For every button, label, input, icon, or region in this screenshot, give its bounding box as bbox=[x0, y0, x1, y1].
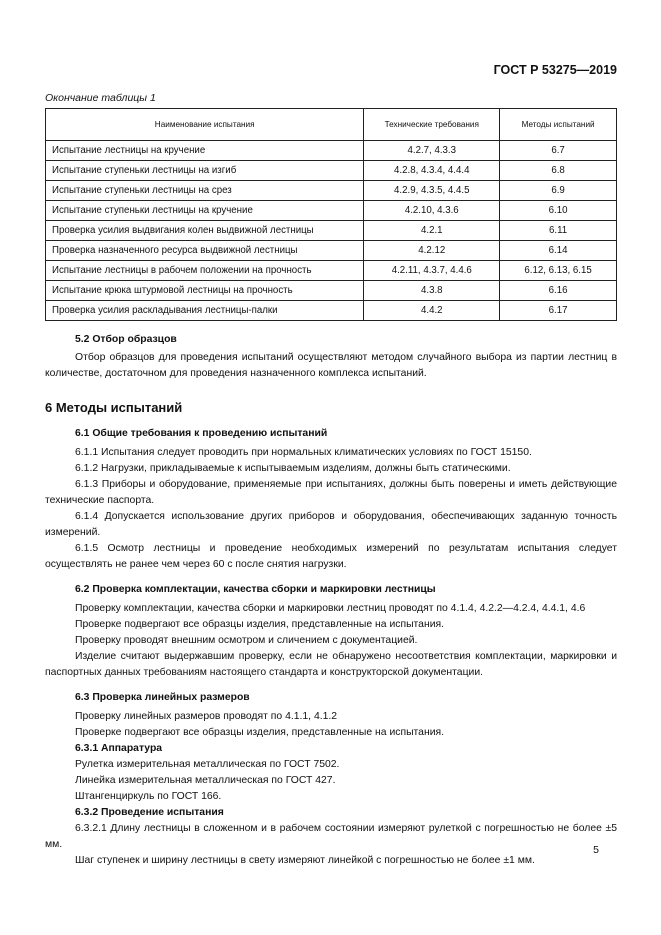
table-body bbox=[46, 141, 617, 321]
section-6-2-paragraph-3: Проверку проводят внешним осмотром и сличением с документацией. bbox=[75, 635, 418, 646]
cell-tech-requirements: 4.2.9, 4.3.5, 4.4.5 bbox=[364, 181, 500, 201]
apparatus-item-3: Штангенциркуль по ГОСТ 166. bbox=[75, 791, 222, 802]
cell-test-methods: 6.17 bbox=[500, 301, 617, 321]
section-6-1-title: 6.1 Общие требования к проведению испытаний bbox=[75, 428, 328, 439]
clause-6-3-2-1: 6.3.2.1 Длину лестницы в сложенном и в рабочем состоянии измеряют рулеткой с погрешностью не более ±5 мм. bbox=[45, 823, 617, 850]
table-row bbox=[46, 221, 617, 241]
clause-6-1-4: 6.1.4 Допускается использование других приборов и оборудования, обеспечивающих заданную точность измерений. bbox=[45, 511, 617, 538]
cell-tech-requirements: 4.2.10, 4.3.6 bbox=[364, 201, 500, 221]
header-tech-requirements: Технические требования bbox=[364, 109, 500, 141]
cell-tech-requirements: 4.4.2 bbox=[364, 301, 500, 321]
table-row bbox=[46, 201, 617, 221]
cell-test-methods: 6.10 bbox=[500, 201, 617, 221]
cell-test-name: Проверка усилия выдвигания колен выдвижной лестницы bbox=[46, 221, 364, 241]
section-6-2-title: 6.2 Проверка комплектации, качества сборки и маркировки лестницы bbox=[75, 584, 436, 595]
section-5-2-text: Отбор образцов для проведения испытаний осуществляют методом случайного выбора из партии лестниц в количестве, достаточном для проведения назначенного комплекса испытаний. bbox=[45, 352, 617, 379]
cell-test-name: Испытание ступеньки лестницы на изгиб bbox=[46, 161, 364, 181]
table-row bbox=[46, 141, 617, 161]
apparatus-item-1: Рулетка измерительная металлическая по ГОСТ 7502. bbox=[75, 759, 340, 770]
cell-tech-requirements: 4.2.12 bbox=[364, 241, 500, 261]
section-6-3-title: 6.3 Проверка линейных размеров bbox=[75, 692, 250, 703]
document-body bbox=[45, 332, 617, 869]
cell-tech-requirements: 4.2.1 bbox=[364, 221, 500, 241]
section-6-2-paragraph-2: Проверке подвергают все образцы изделия, представленные на испытания. bbox=[75, 619, 445, 630]
section-6-2-paragraph-4: Изделие считают выдержавшим проверку, если не обнаружено несоответствия комплектации, маркировки и паспортных данных требованиям настоящего стандарта и конструкторской документации. bbox=[45, 651, 617, 678]
cell-test-name: Проверка усилия раскладывания лестницы-палки bbox=[46, 301, 364, 321]
clause-6-1-3: 6.1.3 Приборы и оборудование, применяемые при испытаниях, должны быть поверены и иметь действующие технические паспорта. bbox=[45, 479, 617, 506]
cell-test-name: Испытание лестницы на кручение bbox=[46, 141, 364, 161]
section-6-title: 6 Методы испытаний bbox=[45, 400, 183, 415]
clause-6-1-2: 6.1.2 Нагрузки, прикладываемые к испытываемым изделиям, должны быть статическими. bbox=[75, 463, 511, 474]
page-number: 5 bbox=[593, 844, 599, 856]
cell-tech-requirements: 4.2.7, 4.3.3 bbox=[364, 141, 500, 161]
section-6-3-paragraph-1: Проверку линейных размеров проводят по 4.1.1, 4.1.2 bbox=[75, 711, 338, 722]
cell-test-name: Испытание крюка штурмовой лестницы на прочность bbox=[46, 281, 364, 301]
cell-tech-requirements: 4.3.8 bbox=[364, 281, 500, 301]
cell-test-name: Испытание лестницы в рабочем положении на прочность bbox=[46, 261, 364, 281]
cell-test-name: Испытание ступеньки лестницы на срез bbox=[46, 181, 364, 201]
cell-tech-requirements: 4.2.11, 4.3.7, 4.4.6 bbox=[364, 261, 500, 281]
cell-test-name: Проверка назначенного ресурса выдвижной лестницы bbox=[46, 241, 364, 261]
table-header-row bbox=[46, 109, 617, 141]
tests-table bbox=[45, 108, 617, 321]
cell-test-methods: 6.14 bbox=[500, 241, 617, 261]
header-test-methods: Методы испытаний bbox=[500, 109, 617, 141]
cell-test-methods: 6.8 bbox=[500, 161, 617, 181]
table-caption: Окончание таблицы 1 bbox=[45, 92, 156, 104]
clause-6-3-2-1-paragraph-2: Шаг ступенек и ширину лестницы в свету измеряют линейкой с погрешностью не более ±1 мм. bbox=[75, 855, 535, 866]
table-row bbox=[46, 241, 617, 261]
clause-6-1-5: 6.1.5 Осмотр лестницы и проведение необходимых измерений по результатам испытания следует осуществлять не ранее чем через 60 с после снятия нагрузки. bbox=[45, 543, 617, 570]
table-row bbox=[46, 181, 617, 201]
table-row bbox=[46, 301, 617, 321]
cell-test-methods: 6.11 bbox=[500, 221, 617, 241]
cell-tech-requirements: 4.2.8, 4.3.4, 4.4.4 bbox=[364, 161, 500, 181]
header-test-name: Наименование испытания bbox=[46, 109, 364, 141]
section-5-2-title: 5.2 Отбор образцов bbox=[75, 334, 177, 345]
apparatus-item-2: Линейка измерительная металлическая по ГОСТ 427. bbox=[75, 775, 336, 786]
section-6-2-paragraph-1: Проверку комплектации, качества сборки и маркировки лестниц проводят по 4.1.4, 4.2.2—4.2.4, 4.4.1, 4.6 bbox=[75, 603, 586, 614]
clause-6-1-1: 6.1.1 Испытания следует проводить при нормальных климатических условиях по ГОСТ 15150. bbox=[75, 447, 532, 458]
cell-test-methods: 6.9 bbox=[500, 181, 617, 201]
document-code: ГОСТ Р 53275—2019 bbox=[493, 63, 617, 77]
table-row bbox=[46, 261, 617, 281]
table-row bbox=[46, 161, 617, 181]
cell-test-methods: 6.7 bbox=[500, 141, 617, 161]
section-6-3-1-title: 6.3.1 Аппаратура bbox=[75, 743, 163, 754]
table-row bbox=[46, 281, 617, 301]
section-6-3-paragraph-2: Проверке подвергают все образцы изделия, представленные на испытания. bbox=[75, 727, 445, 738]
cell-test-name: Испытание ступеньки лестницы на кручение bbox=[46, 201, 364, 221]
cell-test-methods: 6.16 bbox=[500, 281, 617, 301]
section-6-3-2-title: 6.3.2 Проведение испытания bbox=[75, 807, 224, 818]
cell-test-methods: 6.12, 6.13, 6.15 bbox=[500, 261, 617, 281]
